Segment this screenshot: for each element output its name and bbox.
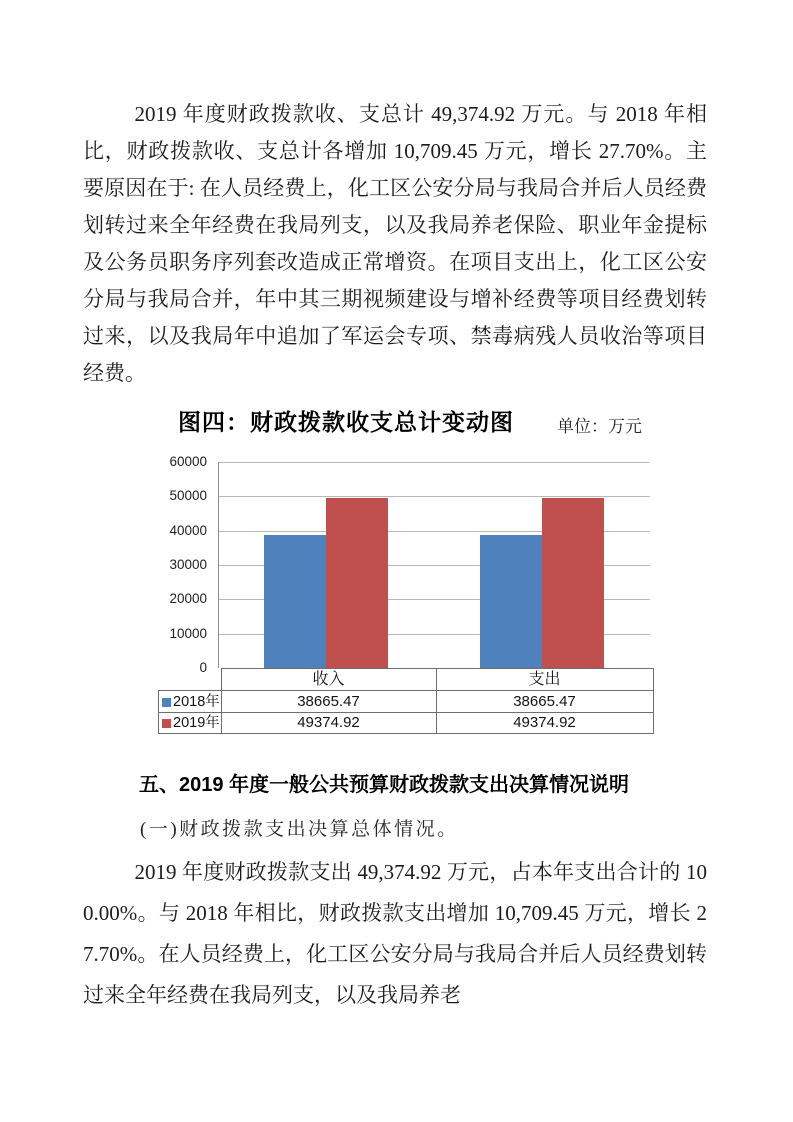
legend-swatch-icon <box>162 698 171 707</box>
bar-2019年-支出 <box>542 498 604 668</box>
value-cell: 38665.47 <box>221 691 436 713</box>
y-axis-tick-label: 60000 <box>169 454 207 469</box>
value-cell: 49374.92 <box>221 713 436 734</box>
legend-swatch-icon <box>162 719 171 728</box>
bar-2018年-收入 <box>264 535 326 668</box>
paragraph-expenditure-detail: 2019 年度财政拨款支出 49,374.92 万元，占本年支出合计的 100.00%。与 2018 年相比，财政拨款支出增加 10,709.45 万元，增长 27.70%。在人员经费上，化工区公安分局与我局合并后人员经费划转过来全年经费在我局列支，以及我局养老 <box>83 860 707 1007</box>
paragraph-revenue-expenditure-total: 2019 年度财政拨款收、支总计 49,374.92 万元。与 2018 年相比，财政拨款收、支总计各增加 10,709.45 万元，增长 27.70%。主要原因在于: 在人员经费上，化工区公安分局与我局合并后人员经费划转过来全年经费在我局列支，以及我局养老保险、职业年金提标及公务员职务序列套改造成正常增资。在项目支出上，化工区公安分局与我局合并，年中其三期视频建设与增补经费等项目经费划转过来，以及我局年中追加了军运会专项、禁毒病残人员收治等项目经费。 <box>83 102 707 385</box>
figure-4-bar-chart <box>158 450 655 736</box>
category-header-收入: 收入 <box>221 669 436 691</box>
y-axis-line <box>218 462 219 668</box>
chart-data-table <box>158 668 654 734</box>
legend-cell-2019年: 2019年 <box>159 713 222 734</box>
gridline <box>218 462 650 463</box>
y-axis-tick-label: 0 <box>199 660 207 675</box>
bar-2018年-支出 <box>480 535 542 668</box>
category-header-支出: 支出 <box>436 669 653 691</box>
y-axis-tick-label: 10000 <box>169 625 207 641</box>
y-axis-tick-label: 20000 <box>169 591 207 607</box>
chart-unit-label: 单位：万元 <box>557 417 642 436</box>
table-blank-cell <box>159 669 222 691</box>
section-5-heading: 五、2019 年度一般公共预算财政拨款支出决算情况说明 <box>139 774 630 796</box>
value-cell: 38665.47 <box>436 691 653 713</box>
table-row <box>159 691 654 713</box>
y-axis-tick-label: 40000 <box>169 522 207 538</box>
y-axis-tick-label: 50000 <box>169 488 207 504</box>
figure-4-title: 图四：财政拨款收支总计变动图 <box>178 409 514 435</box>
table-row <box>159 713 654 734</box>
y-axis-tick-label: 30000 <box>169 557 207 572</box>
gridline <box>218 496 650 497</box>
subsection-1-heading: (一)财政拨款支出决算总体情况。 <box>140 819 459 840</box>
legend-cell-2018年: 2018年 <box>159 691 222 713</box>
bar-2019年-收入 <box>326 498 388 668</box>
value-cell: 49374.92 <box>436 713 653 734</box>
